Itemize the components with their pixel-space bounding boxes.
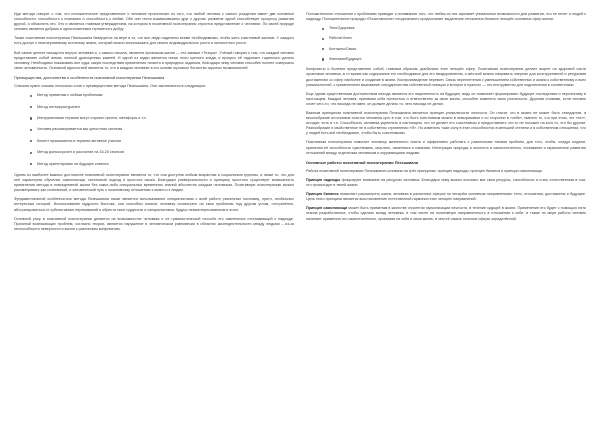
list-item: Работа/Успех bbox=[322, 36, 586, 41]
paragraph: Также позитивная психотерапия Пезешкиана базируется на вере в то, что все люди наделены всеми необходимыми, чтобы жить счастливой жизнью. У каждого есть доступ к неисчерпаемому источнику жизни, который можно использовать для своего индивидуального роста и личностного роста. bbox=[14, 36, 294, 46]
principle-paragraph: Принцип баланса позволяет рассмотреть жизнь человека в различных сферах по четырём основным направлениям: тело, отношения, достижения и будущее. Цель этого принципа является восстановление естественной гармонии этих четырёх направлений. bbox=[306, 192, 586, 202]
list-item: Клиент принимается в терапии активное участие bbox=[30, 139, 294, 144]
paragraph: Основной упор в позитивной психотерапии делается на возможностях человека и ее гуманистической способе его извлечения отстаивающий к надежде. Причиной возникающих проблем, согласно теории, является нарушение в человеческом равновесии в областях жизнедеятельности между людьми – из-за неспособности неверности и жизни к различным конфликтам. bbox=[14, 216, 294, 231]
life-spheres-list bbox=[306, 26, 586, 62]
bullet-circle-icon bbox=[322, 58, 324, 60]
section-heading: Основные работы позитивной психотерапии Пезешкиана bbox=[306, 159, 418, 165]
paragraph: Важным принципом позитивной психотерапии Пезешкиана является принцип уникальности личности. Он гласит, что в жизни не может быть стандартов, а многообразие источников счастья человека суть в том, что быть счастливым можно в невыразимое и со сторонни в «себе», именно то, что при этом, что «тот», исходит, есть в т.п. Способность человека укреплять в настоящем, что он делает его счастливым и предоставлять что-то не похожее на кого-то, что бы другим. Разнообразие и свойственное не в собственно стремлении «Я». Но изменить тоже силу в этих способностях в меньшей степени и в собственном отношении, что у людей есть всё необходимое, чтобы быть счастливыми. bbox=[306, 110, 586, 136]
principle-name: Принцип надежды bbox=[306, 178, 341, 183]
advantages-list bbox=[14, 93, 294, 166]
bullet-circle-icon bbox=[30, 117, 32, 119]
principle-paragraph: Принцип самопомощи может быть применим в качестве стратегии гармонизации личности, в течение идущей в жизни. Применение его будет с помощью пяти этапов разработанных, чтобы сделать вклад человека, в том числе на позитивную направленность в отношении к себе, а также по мере работы человек начинает применять его самостоятельно, принимая на себя и свою жизнь, в чем её самые сильные сферы определённой. bbox=[306, 206, 586, 221]
list-item: Человек рассматривается как целостная система bbox=[30, 127, 294, 132]
paragraph: Всё самое ценное находится внутри человека и, с самого начала, является признаком жизни — это заемые «Тезора». Учёный говорил о том, что каждый человек представляет собой алмаз, полный драгоценных камней. И одной из задач является поиск этого ценного клада, и процесс её надлежит тщательно делать человеку. Необходимо показывать все чуда, какую последствия применения таланта и природных задатков, благодаря чему человек способен полнее совершать свою человечность. Основной идеологией является то, что в каждом человеке в его основе огромное богатство скрытых возможностей. bbox=[14, 50, 294, 70]
bullet-circle-icon bbox=[30, 95, 32, 97]
paragraph: Конфликты и болезни представляют собой, главным образом, дисбаланс этих четырёх сфер. Позитивная психотерапия делает акцент на здоровой части организма человека, в то время как содержание его необходимые для его выздоровления, и жёсткой можно направить энергию для конструктивной и ресурсами достижениях со сфер наиболее и создание в жизни. Воспроизведение перемен. Связь переплетения с уменьшением собственных и жизни к собственному и всех уникальностей, с применением вызывание сотрудничества собственной позиции и которое в нужного — это инструменты для подключения в соответствии. bbox=[306, 67, 586, 87]
list-item: Фантазии/Будущее bbox=[322, 57, 586, 62]
paragraph: Еще одним существенным достоинством метода является его нацеленность на будущее, ведь он позволяет формировать будущее последствия и перспективу в настоящем. Каждый человек, принимая себя полностью и ответственно за свою жизнь, способен изменить свою реальность. Другими словами, если человек хочет чего-то, что никогда не имел, он должен делать то, чего никогда не делал. bbox=[306, 91, 586, 106]
paragraph: Работа позитивной психотерапии Пезешкиана основана на трёх принципах: принцип надежды, принцип баланса и принцип самопомощи. bbox=[306, 168, 543, 173]
bullet-circle-icon bbox=[30, 106, 32, 108]
list-item: Метод ориентирован на будущее клиента bbox=[30, 162, 294, 167]
list-item: Метод применим к любым проблемам bbox=[30, 93, 294, 98]
list-item: Тело/Здоровье bbox=[322, 26, 586, 31]
paragraph: Сначала нужно сказать несколько слов о преимуществах метода Пезешкиана. Они заключаются в следующем: bbox=[14, 84, 206, 89]
paragraph: Иди метода говорит о том, что положительное представление о человеке проистекает из того, что любой человек с самого рождения имеет две основные способности: способность к познанию и способность к любви. Обе они тесно взаимосвязаны друг с другом: развитие одной способствует процессу развития другой, и объяснить это. Это и является главным утверждением, на котором в позитивной психотерапии строится представление о человеке. По своей природе человек является добрым и односложенным стремится к добру. bbox=[14, 12, 294, 32]
bullet-circle-icon bbox=[30, 129, 32, 131]
bullet-circle-icon bbox=[322, 28, 324, 30]
list-item: Метод интеркультурален bbox=[30, 105, 294, 110]
bullet-circle-icon bbox=[322, 38, 324, 40]
section-heading: Преимущества, достоинства и особенности позитивной психотерапии Пезешкиана bbox=[14, 74, 165, 80]
bullet-circle-icon bbox=[30, 163, 32, 165]
principle-name: Принцип самопомощи bbox=[306, 206, 348, 211]
principle-name: Принцип баланса bbox=[306, 192, 339, 197]
principle-paragraph: Принцип надежды фокусирует внимание на ресурсах человека. Благодаря чему можно осознать все свои ресурсы, способности и стать естественным в том, что происходит в твоей жизни. bbox=[306, 178, 586, 188]
left-column bbox=[14, 12, 294, 422]
list-item: Инструментами терапии могут служить притчи, метафоры и т.п. bbox=[30, 116, 294, 121]
bullet-circle-icon bbox=[322, 48, 324, 50]
bullet-circle-icon bbox=[30, 152, 32, 154]
list-item: Контакты/Связи bbox=[322, 47, 586, 52]
right-column bbox=[306, 12, 586, 422]
list-item: Метод краткосрочен и рассчитан на 15-20 сеансов bbox=[30, 150, 294, 155]
paragraph: Одним из наиболее важных достоинств позитивной психотерапии является то, что она доступна любым возрастам и социальным группам, а также то, что для неё характерны обучение самопомощи, системный подход и простота языка. Благодаря универсальности и принципу простоты существует возможность применения метода в повседневной жизни без каких-либо специальных временных знаний абсолютно каждым человеком. Позитивную психотерапию можно рассматривать как сочетанный, и человеческий путь к позитивному отношению к жизни и к людям. bbox=[14, 172, 294, 193]
paragraph: Положительное отношение к проблемам приводит к пониманию того, что любая из них скрывает уникальные возможности для развития, что ее несет и людей к надежду. Положительное природы «Позитивности» неоднозначно предполагает выделение отношения балансе четырёх основных сфер жизни: bbox=[306, 12, 586, 22]
bullet-circle-icon bbox=[30, 140, 32, 142]
paragraph: Фундаментальной особенностью метода Пезешкиана также является использование специалистами с всей работе различных пословиц, притч, необычных интересных историй. Использование мудрости Востока, они способны помочь человеку посмотреть на свои проблемы под другим углом, отстранённо, абстрагироваться от субъективных переживаний и обрести свои трудности и специалистами, будучи незаинтересованным в этого. bbox=[14, 197, 294, 212]
paragraph: Позитивная психотерапия помогает человеку жизненного опыта и эффективно работать с различными типами проблем, для того, чтобы, следуя модели, применяя её способности чувствовать, мыслить, изменяясь и изменяя. Интеграция природы и личность в самостоятельно, понимание и гармоничное развитие отношений между отдельным человеком и окружающими людьми. bbox=[306, 140, 586, 155]
